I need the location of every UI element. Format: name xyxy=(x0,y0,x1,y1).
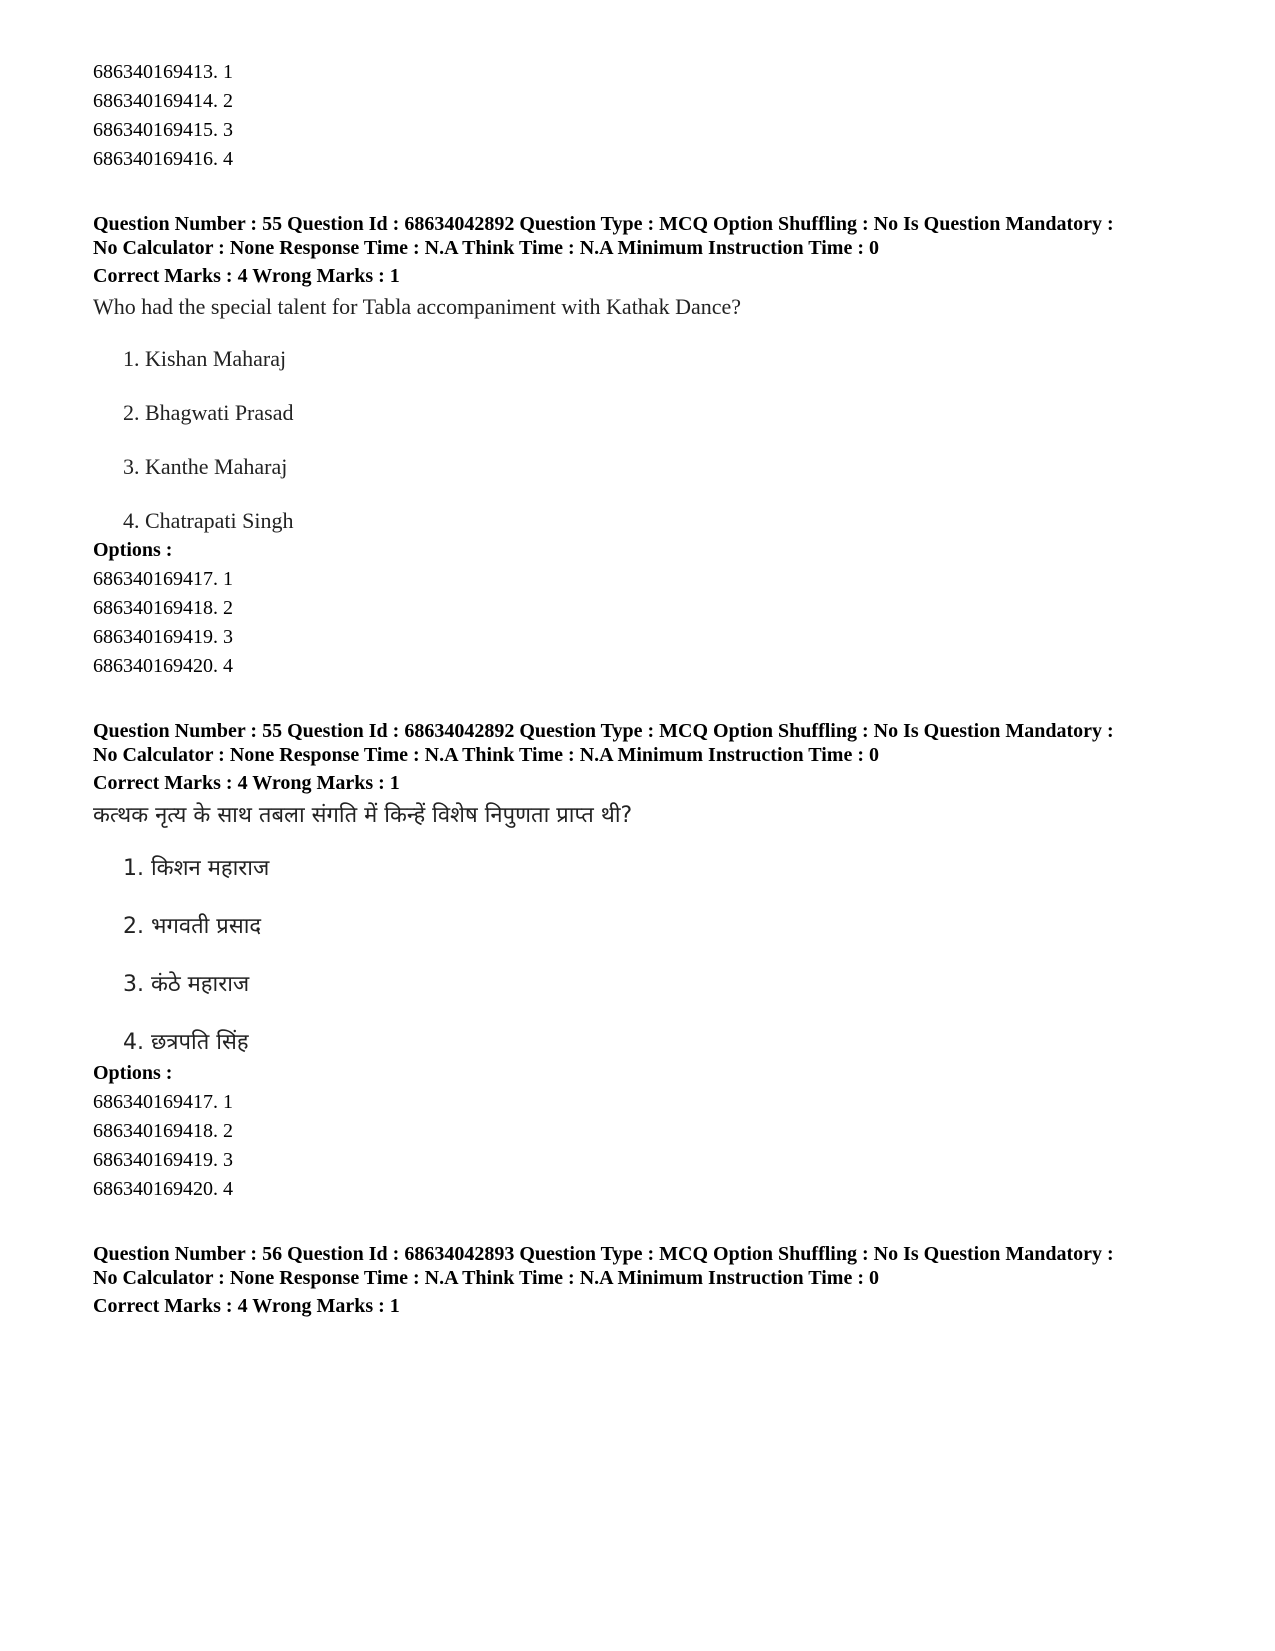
option-id-line: 686340169419. 3 xyxy=(93,1149,233,1171)
spacer xyxy=(93,681,1203,719)
question-meta-line: No Calculator : None Response Time : N.A Think Time : N.A Minimum Instruction Time : 0 xyxy=(93,744,879,766)
answer-choices xyxy=(93,344,1203,536)
answer-choice: 3. कंठे महाराज xyxy=(123,972,250,997)
question-block-55-english xyxy=(93,212,1203,681)
spacer xyxy=(93,174,1203,212)
question-marks: Correct Marks : 4 Wrong Marks : 1 xyxy=(93,265,400,287)
question-block-55-hindi xyxy=(93,719,1203,1204)
question-meta-line: Question Number : 55 Question Id : 68634042892 Question Type : MCQ Option Shuffling : No Is Question Mandatory : xyxy=(93,720,1114,742)
option-id-list xyxy=(93,565,1203,681)
question-text: Who had the special talent for Tabla accompaniment with Kathak Dance? xyxy=(93,294,742,319)
question-meta-line: No Calculator : None Response Time : N.A Think Time : N.A Minimum Instruction Time : 0 xyxy=(93,237,879,259)
option-id-line: 686340169420. 4 xyxy=(93,655,233,677)
option-id-line: 686340169415. 3 xyxy=(93,119,233,141)
question-meta-line: Question Number : 55 Question Id : 68634042892 Question Type : MCQ Option Shuffling : No Is Question Mandatory : xyxy=(93,213,1114,235)
answer-choice: 1. Kishan Maharaj xyxy=(123,346,287,371)
answer-choice: 2. भगवती प्रसाद xyxy=(123,914,262,939)
option-id-line: 686340169420. 4 xyxy=(93,1178,233,1200)
answer-choice: 2. Bhagwati Prasad xyxy=(123,400,294,425)
option-id-line: 686340169417. 1 xyxy=(93,1091,233,1113)
option-id-list xyxy=(93,1088,1203,1204)
spacer xyxy=(93,1204,1203,1242)
option-id-line: 686340169414. 2 xyxy=(93,90,233,112)
question-text: कत्थक नृत्य के साथ तबला संगति में किन्हें विशेष निपुणता प्राप्त थी? xyxy=(93,803,633,828)
question-block-56 xyxy=(93,1242,1203,1321)
option-id-line: 686340169418. 2 xyxy=(93,597,233,619)
answer-choice: 4. छत्रपति सिंह xyxy=(123,1030,249,1055)
options-label: Options : xyxy=(93,1062,173,1084)
option-id-line: 686340169418. 2 xyxy=(93,1120,233,1142)
answer-choices xyxy=(93,852,1203,1059)
question-meta-line: Question Number : 56 Question Id : 68634042893 Question Type : MCQ Option Shuffling : No Is Question Mandatory : xyxy=(93,1243,1114,1265)
question-marks: Correct Marks : 4 Wrong Marks : 1 xyxy=(93,1295,400,1317)
answer-choice: 3. Kanthe Maharaj xyxy=(123,454,288,479)
option-id-line: 686340169419. 3 xyxy=(93,626,233,648)
options-label: Options : xyxy=(93,539,173,561)
question-meta-line: No Calculator : None Response Time : N.A Think Time : N.A Minimum Instruction Time : 0 xyxy=(93,1267,879,1289)
top-options-list xyxy=(93,58,1203,174)
question-marks: Correct Marks : 4 Wrong Marks : 1 xyxy=(93,772,400,794)
document-page xyxy=(93,58,1203,1321)
option-id-line: 686340169417. 1 xyxy=(93,568,233,590)
option-id-line: 686340169413. 1 xyxy=(93,61,233,83)
answer-choice: 4. Chatrapati Singh xyxy=(123,508,294,533)
option-id-line: 686340169416. 4 xyxy=(93,148,233,170)
answer-choice: 1. किशन महाराज xyxy=(123,856,270,881)
